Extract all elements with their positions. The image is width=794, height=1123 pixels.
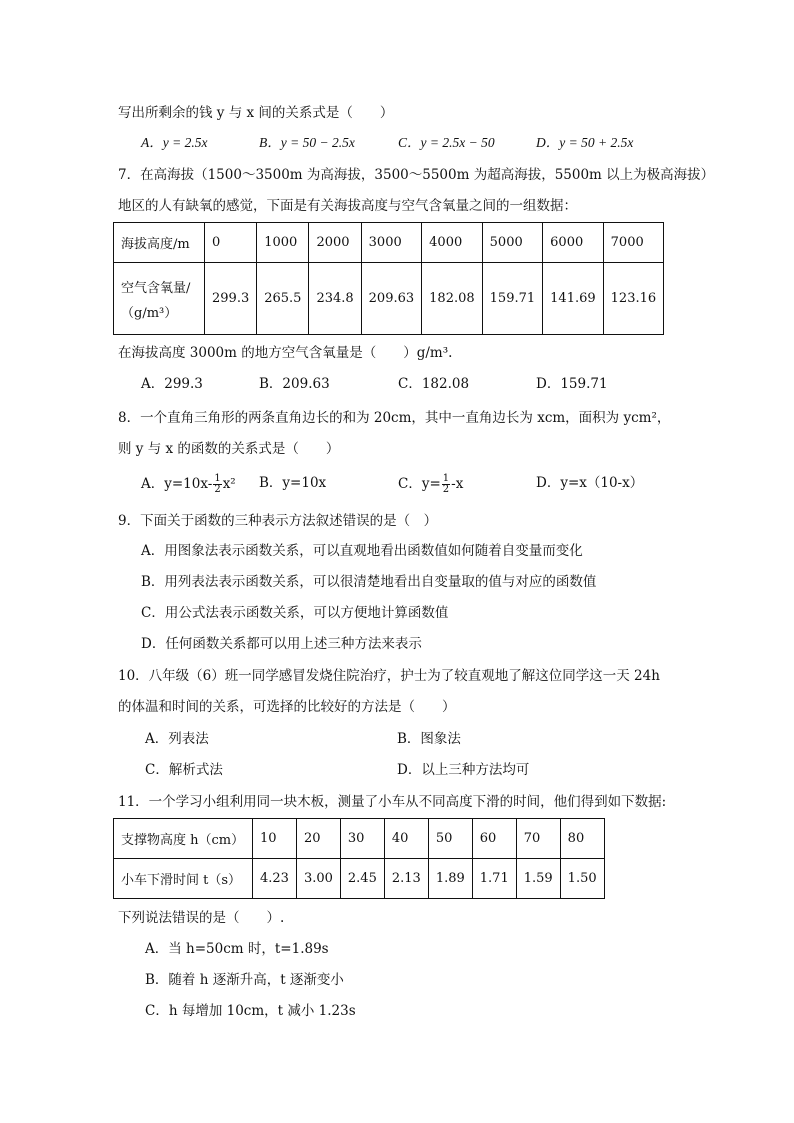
table-cell: 40 xyxy=(384,819,428,859)
q9-option-c: C．用公式法表示函数关系，可以方便地计算函数值 xyxy=(141,605,449,621)
table-cell: 234.8 xyxy=(309,263,361,335)
table-cell: 70 xyxy=(516,819,560,859)
table-cell: 6000 xyxy=(543,223,604,263)
table-row xyxy=(114,819,605,859)
fraction-half xyxy=(213,474,221,495)
table-header-cell xyxy=(114,263,205,335)
fraction-denominator: 2 xyxy=(214,484,221,495)
q8-option-a xyxy=(141,474,236,495)
table-cell: 209.63 xyxy=(361,263,422,335)
table-cell: 10 xyxy=(253,819,297,859)
q6-stem: 写出所剩余的钱 y 与 x 间的关系式是（ ） xyxy=(118,105,394,121)
q11-data-table xyxy=(113,818,605,899)
q11-stem: 11．一个学习小组利用同一块木板，测量了小车从不同高度下滑的时间，他们得到如下数据: xyxy=(118,794,667,810)
q10-option-d: D．以上三种方法均可 xyxy=(397,762,530,778)
q8-option-c-prefix: C．y= xyxy=(398,476,441,492)
q8-option-d: D．y=x（10-x） xyxy=(536,475,644,491)
table-header-cell: 小车下滑时间 t（s） xyxy=(114,859,253,899)
table-row xyxy=(114,223,664,263)
table-cell: 4000 xyxy=(422,223,483,263)
table-cell: 1.71 xyxy=(472,859,516,899)
table-cell: 159.71 xyxy=(482,263,543,335)
table-cell: 1.50 xyxy=(560,859,604,899)
fraction-half xyxy=(442,474,450,495)
table-cell: 5000 xyxy=(482,223,543,263)
table-cell: 3000 xyxy=(361,223,422,263)
table-cell: 60 xyxy=(472,819,516,859)
table-cell: 1000 xyxy=(257,223,309,263)
q7-stem-line2: 地区的人有缺氧的感觉，下面是有关海拔高度与空气含氧量之间的一组数据： xyxy=(118,198,577,214)
fraction-numerator: 1 xyxy=(442,473,450,484)
table-cell: 50 xyxy=(428,819,472,859)
table-row xyxy=(114,263,664,335)
q9-option-d: D．任何函数关系都可以用上述三种方法来表示 xyxy=(141,636,422,652)
q10-option-a: A．列表法 xyxy=(145,731,209,747)
q6-option-a: A．y = 2.5x xyxy=(141,135,208,150)
q6-option-b: B．y = 50 − 2.5x xyxy=(259,135,355,150)
table-cell: 2.13 xyxy=(384,859,428,899)
q7-question: 在海拔高度 3000m 的地方空气含氧量是（ ）g/m³. xyxy=(118,345,453,361)
table-header-cell: 海拔高度/m xyxy=(114,223,205,263)
table-cell: 1.89 xyxy=(428,859,472,899)
table-cell: 7000 xyxy=(603,223,664,263)
q8-option-a-prefix: A．y=10x- xyxy=(141,476,213,492)
table-cell: 123.16 xyxy=(603,263,664,335)
table-cell: 3.00 xyxy=(296,859,340,899)
table-row xyxy=(114,859,605,899)
q7-data-table xyxy=(113,222,664,335)
table-header-line2: （g/m³） xyxy=(121,305,178,321)
table-cell: 80 xyxy=(560,819,604,859)
q7-option-b: B．209.63 xyxy=(259,376,330,392)
q6-option-c: C．y = 2.5x − 50 xyxy=(398,135,495,150)
q7-stem-line1: 7．在高海拔（1500～3500m 为高海拔，3500～5500m 为超高海拔，5500m 以上为极高海拔） xyxy=(118,167,715,183)
q9-stem: 9．下面关于函数的三种表示方法叙述错误的是（ ） xyxy=(118,513,438,529)
q11-option-a: A．当 h=50cm 时，t=1.89s xyxy=(145,941,329,957)
table-header-cell: 支撑物高度 h（cm） xyxy=(114,819,253,859)
q8-stem-line1: 8．一个直角三角形的两条直角边长的和为 20cm，其中一直角边长为 xcm，面积为 ycm²， xyxy=(118,410,671,426)
table-cell: 2.45 xyxy=(340,859,384,899)
q8-option-a-suffix: x² xyxy=(222,476,236,492)
q9-option-b: B．用列表法表示函数关系，可以很清楚地看出自变量取的值与对应的函数值 xyxy=(141,574,597,590)
q11-option-b: B．随着 h 逐渐升高，t 逐渐变小 xyxy=(145,972,344,988)
table-cell: 265.5 xyxy=(257,263,309,335)
q11-question: 下列说法错误的是（ ）. xyxy=(118,910,285,926)
table-cell: 4.23 xyxy=(253,859,297,899)
q10-option-b: B．图象法 xyxy=(397,731,461,747)
q8-stem-line2: 则 y 与 x 的函数的关系式是（ ） xyxy=(118,441,340,457)
table-header-line1: 空气含氧量/ xyxy=(121,280,191,296)
table-cell: 182.08 xyxy=(422,263,483,335)
table-cell: 1.59 xyxy=(516,859,560,899)
table-cell: 20 xyxy=(296,819,340,859)
table-cell: 141.69 xyxy=(543,263,604,335)
fraction-numerator: 1 xyxy=(214,473,221,484)
q8-option-b: B．y=10x xyxy=(259,475,327,491)
q8-option-c xyxy=(398,474,463,495)
q9-option-a: A．用图象法表示函数关系，可以直观地看出函数值如何随着自变量而变化 xyxy=(141,543,583,559)
q6-option-d: D．y = 50 + 2.5x xyxy=(536,135,634,150)
q10-stem-line2: 的体温和时间的关系，可选择的比较好的方法是（ ） xyxy=(118,699,456,715)
table-cell: 299.3 xyxy=(205,263,257,335)
table-cell: 0 xyxy=(205,223,257,263)
q7-option-c: C．182.08 xyxy=(398,376,470,392)
fraction-denominator: 2 xyxy=(442,484,450,495)
q7-option-a: A．299.3 xyxy=(141,376,203,392)
table-cell: 2000 xyxy=(309,223,361,263)
q11-option-c: C．h 每增加 10cm，t 减小 1.23s xyxy=(145,1003,356,1019)
table-cell: 30 xyxy=(340,819,384,859)
q8-option-c-suffix: -x xyxy=(451,476,464,492)
q7-option-d: D．159.71 xyxy=(536,376,608,392)
q10-option-c: C．解析式法 xyxy=(145,762,223,778)
q10-stem-line1: 10．八年级（6）班一同学感冒发烧住院治疗，护士为了较直观地了解这位同学这一天 24h xyxy=(118,668,660,684)
